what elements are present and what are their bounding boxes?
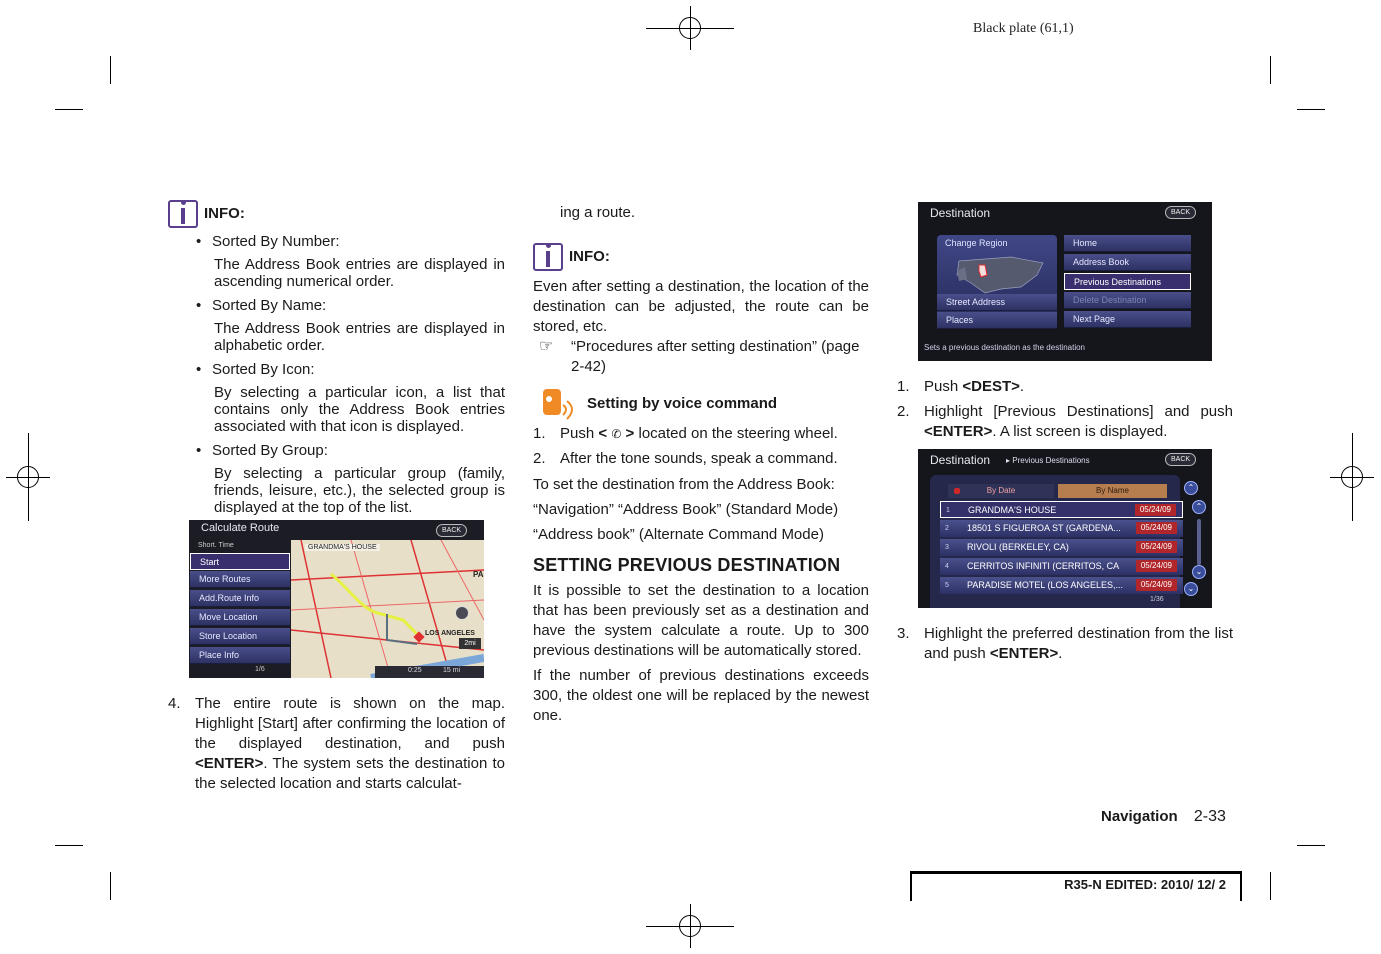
breadcrumb-current: Previous Destinations	[1012, 456, 1090, 465]
voice-command-icon	[533, 387, 579, 421]
menu-item-street-address[interactable]: Street Address	[937, 294, 1057, 311]
row-index: 4	[945, 563, 949, 570]
address-book-intro: To set the destination from the Address Book:	[533, 476, 835, 493]
column-2	[533, 203, 869, 726]
route-distance: 15 mi	[443, 667, 461, 674]
step-number: 2.	[897, 403, 910, 420]
column-1	[168, 200, 505, 516]
reference-text: “Procedures after setting destination” (page 2-42)	[571, 338, 860, 375]
sort-options	[168, 232, 505, 516]
list-item[interactable]	[940, 577, 1183, 594]
info-icon	[168, 200, 198, 228]
enter-key: <ENTER>	[989, 645, 1059, 662]
key-bracket-close: >	[625, 425, 635, 442]
sort-by-date-button[interactable]	[948, 484, 1054, 498]
edit-stamp-box	[910, 871, 1242, 901]
row-name: PARADISE MOTEL (LOS ANGELES,...	[967, 580, 1124, 590]
bullet-title: • Sorted By Name:	[190, 296, 505, 316]
key-bracket-open: <	[598, 425, 608, 442]
zoom-out-icon[interactable]	[455, 606, 469, 620]
pointing-hand-icon: ☞	[539, 338, 554, 355]
menu-item-store-location[interactable]: Store Location	[190, 628, 290, 645]
step-number: 3.	[897, 625, 910, 642]
column-3-steps-b	[897, 624, 1233, 664]
row-date: 05/24/09	[1136, 579, 1177, 591]
menu-item-start[interactable]: Start	[190, 553, 290, 570]
menu-item-place-info[interactable]: Place Info	[190, 647, 290, 664]
bullet-text: By selecting a particular icon, a list that contains only the Address Book entries associated with that icon is displayed.	[214, 384, 505, 435]
breadcrumb	[1006, 456, 1090, 465]
destination-screen	[918, 202, 1212, 361]
page-indicator: 1/36	[1150, 596, 1164, 603]
status-text: Sets a previous destination as the destination	[924, 343, 1085, 352]
menu-item-address-book[interactable]: Address Book	[1064, 254, 1191, 271]
info-heading	[533, 243, 869, 271]
enter-key: <ENTER>	[195, 755, 264, 772]
row-date: 05/24/09	[1135, 504, 1176, 516]
menu-item-previous-destinations[interactable]: Previous Destinations	[1064, 273, 1191, 290]
row-index: 5	[945, 582, 949, 589]
plate-label: Black plate (61,1)	[973, 21, 1074, 36]
menu-item-next-page[interactable]: Next Page	[1064, 311, 1191, 328]
step-number: 1.	[533, 425, 546, 442]
map-scale: 2mi	[459, 638, 481, 649]
list-item[interactable]	[940, 501, 1183, 518]
screen-title: Destination	[930, 453, 991, 467]
dest-step-2	[897, 402, 1233, 442]
step-text: Push	[560, 425, 595, 442]
voice-heading-text: Setting by voice command	[587, 395, 778, 412]
sort-by-name-label: By Name	[1096, 486, 1129, 495]
us-map-icon	[951, 253, 1051, 297]
info-heading	[168, 200, 505, 228]
screen-title: Destination	[930, 206, 991, 220]
menu-item-places[interactable]: Places	[937, 312, 1057, 329]
sort-by-date-label: By Date	[986, 486, 1016, 495]
voice-command-heading	[533, 387, 869, 421]
step-text-cont: .	[1058, 645, 1063, 662]
paragraph-2: If the number of previous destinations exceeds 300, the oldest one will be replaced by the newest one.	[533, 667, 869, 724]
step-text: Push	[924, 378, 959, 395]
status-bar	[375, 666, 484, 678]
list-item[interactable]	[940, 558, 1183, 575]
step-text-cont: . A list screen is displayed.	[992, 423, 1168, 440]
command-standard: “Navigation” “Address Book” (Standard Mode)	[533, 501, 839, 518]
row-name: 18501 S FIGUEROA ST (GARDENA...	[967, 523, 1121, 533]
row-name: RIVOLI (BERKELEY, CA)	[967, 542, 1069, 552]
bullet-text: By selecting a particular group (family, friends, leisure, etc.), the selected group is displayed at the top of the list.	[214, 465, 505, 516]
menu-item-more-routes[interactable]: More Routes	[190, 571, 290, 588]
radio-icon	[954, 488, 960, 494]
bullet-text: The Address Book entries are displayed in alphabetic order.	[214, 320, 505, 354]
dest-step-3	[897, 624, 1233, 664]
dest-key: <DEST>	[962, 378, 1020, 395]
edit-stamp: R35-N EDITED: 2010/ 12/ 2	[1064, 877, 1226, 892]
back-button[interactable]: BACK	[1165, 453, 1196, 466]
step-text: After the tone sounds, speak a command.	[560, 450, 838, 467]
previous-destinations-screen	[918, 449, 1212, 608]
menu-item-home[interactable]: Home	[1064, 235, 1191, 252]
breadcrumb-arrow-icon: ▸	[1006, 456, 1013, 465]
sort-by-name-button[interactable]	[1058, 484, 1167, 498]
list-item[interactable]	[940, 539, 1183, 556]
bullet-title: • Sorted By Icon:	[190, 360, 505, 380]
city-label: LOS ANGELES	[425, 630, 475, 637]
voice-step-1	[533, 424, 869, 444]
step-text: The entire route is shown on the map. Highlight [Start] after confirming the location of the displayed destination, and push	[195, 695, 505, 752]
info-label: INFO:	[204, 205, 245, 222]
dest-step-1	[897, 377, 1233, 397]
scrollbar[interactable]	[1197, 519, 1201, 565]
step-number: 4.	[168, 695, 181, 712]
menu-item-move-location[interactable]: Move Location	[190, 609, 290, 626]
row-index: 3	[945, 544, 949, 551]
route-map[interactable]	[291, 540, 484, 678]
step-text-cont: located on the steering wheel.	[638, 425, 838, 442]
talk-switch-icon: ✆	[611, 427, 622, 441]
step-text-cont: .	[1019, 378, 1025, 395]
row-date: 05/24/09	[1136, 560, 1177, 572]
info-label: INFO:	[569, 248, 610, 265]
map-edge-label: PA	[473, 570, 484, 579]
page-up-icon[interactable]: ⌃	[1184, 481, 1198, 495]
destination-label: GRANDMA'S HOUSE	[305, 544, 380, 551]
menu-item-add-route-info[interactable]: Add.Route Info	[190, 590, 290, 607]
column-3-steps-a	[897, 377, 1233, 442]
page-indicator: 1/6	[255, 666, 265, 673]
step-number: 1.	[897, 378, 910, 395]
continued-text: ing a route.	[560, 204, 636, 221]
page-down-icon[interactable]: ⌄	[1184, 582, 1198, 596]
bullet-title: • Sorted By Group:	[190, 441, 505, 461]
menu-item-delete-destination[interactable]: Delete Destination	[1064, 292, 1191, 309]
row-index: 1	[946, 507, 950, 514]
scroll-down-icon[interactable]: ⌄	[1192, 565, 1206, 579]
reference	[533, 337, 869, 377]
info-text: Even after setting a destination, the location of the destination can be adjusted, the route can be stored, etc.	[533, 278, 869, 335]
bullet-title: • Sorted By Number:	[190, 232, 505, 252]
change-region-label: Change Region	[945, 238, 1008, 248]
voice-step-2	[533, 449, 869, 469]
route-time: 0:25	[408, 667, 422, 674]
command-alternate: “Address book” (Alternate Command Mode)	[533, 526, 824, 543]
row-name: GRANDMA'S HOUSE	[968, 505, 1057, 515]
row-date: 05/24/09	[1136, 522, 1177, 534]
row-index: 2	[945, 525, 949, 532]
paragraph-1: It is possible to set the destination to a location that has been previously set as a destination and have the system calculate a route. Up to 300 previous destinations will be automatically stored.	[533, 582, 869, 659]
step-text: Highlight the preferred destination from the list and push	[924, 625, 1233, 662]
footer-section: Navigation	[1101, 808, 1178, 825]
footer-page-number: 2-33	[1193, 808, 1226, 825]
section-title: SETTING PREVIOUS DESTINATION	[533, 555, 841, 575]
list-item[interactable]	[940, 520, 1183, 537]
screen-title: Calculate Route	[201, 522, 280, 534]
back-button[interactable]: BACK	[436, 524, 467, 537]
step-text: Highlight [Previous Destinations] and push	[924, 403, 1233, 420]
enter-key: <ENTER>	[924, 423, 993, 440]
step-number: 2.	[533, 450, 546, 467]
row-name: CERRITOS INFINITI (CERRITOS, CA	[967, 561, 1120, 571]
step-4	[168, 694, 505, 794]
back-button[interactable]: BACK	[1165, 206, 1196, 219]
page-footer	[1101, 808, 1226, 826]
info-icon	[533, 243, 563, 271]
row-date: 05/24/09	[1136, 541, 1177, 553]
route-type: Short. Time	[198, 542, 234, 549]
scroll-up-icon[interactable]: ⌃	[1192, 500, 1206, 514]
step-text-cont: . The system sets the destination to the selected location and starts calculat-	[195, 755, 505, 792]
bullet-text: The Address Book entries are displayed in ascending numerical order.	[214, 256, 505, 290]
calculate-route-screen	[189, 520, 484, 678]
